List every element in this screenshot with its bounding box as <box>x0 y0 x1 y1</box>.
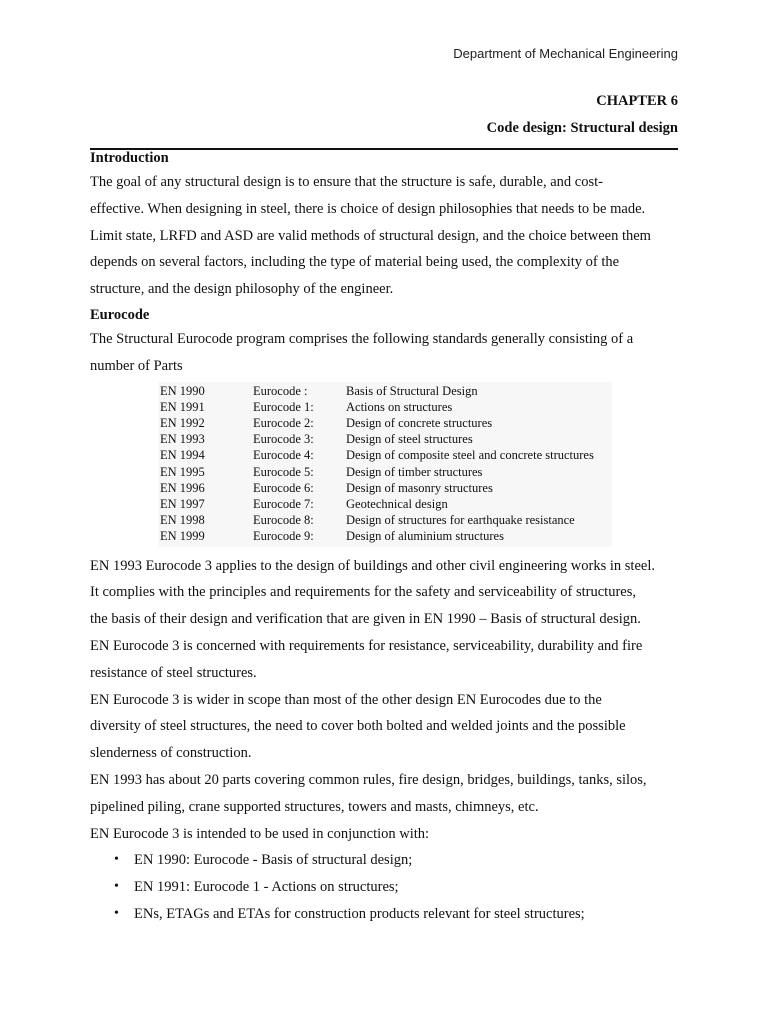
body-line: slenderness of construction. <box>90 745 252 762</box>
list-item-text: EN 1991: Eurocode 1 - Actions on structures; <box>134 879 399 896</box>
chapter-heading-block <box>487 92 678 137</box>
table-cell-code: Eurocode 8: <box>253 513 314 528</box>
table-row <box>160 415 594 431</box>
table-cell-code: Eurocode 1: <box>253 399 314 414</box>
list-item <box>90 847 690 874</box>
bullet-icon: • <box>114 852 119 868</box>
body-line: EN Eurocode 3 is wider in scope than most of the other design EN Eurocodes due to the <box>90 691 602 708</box>
table-cell-en: EN 1992 <box>160 415 205 430</box>
table-row <box>160 528 594 544</box>
table-cell-en: EN 1998 <box>160 513 205 528</box>
table-row <box>160 464 594 480</box>
table-cell-en: EN 1995 <box>160 464 205 479</box>
body-line: It complies with the principles and requirements for the safety and serviceability of structures, <box>90 584 636 601</box>
intro-line: depends on several factors, including the type of material being used, the complexity of the <box>90 254 620 271</box>
body-line: EN Eurocode 3 is intended to be used in conjunction with: <box>90 825 430 842</box>
table-row <box>160 399 594 415</box>
body-line: resistance of steel structures. <box>90 664 257 681</box>
table-cell-code: Eurocode : <box>253 383 308 398</box>
intro-line: effective. When designing in steel, there is choice of design philosophies that needs to be made. <box>90 200 646 217</box>
table-cell-en: EN 1990 <box>160 383 205 398</box>
table-cell-code: Eurocode 2: <box>253 415 314 430</box>
body-line: pipelined piling, crane supported structures, towers and masts, chimneys, etc. <box>90 798 539 815</box>
section-heading-eurocode: Eurocode <box>90 306 150 323</box>
table-cell-title: Design of concrete structures <box>346 415 493 430</box>
eurocode-intro-line: The Structural Eurocode program comprises the following standards generally consisting of a <box>90 330 634 347</box>
table-cell-title: Actions on structures <box>346 399 453 414</box>
list-item <box>90 901 690 928</box>
table-cell-title: Basis of Structural Design <box>346 383 478 398</box>
table-cell-en: EN 1997 <box>160 497 205 511</box>
bullet-icon: • <box>114 905 119 921</box>
section-heading-introduction: Introduction <box>90 150 169 166</box>
table-cell-code: Eurocode 6: <box>253 480 314 495</box>
table-cell-code: Eurocode 5: <box>253 464 314 479</box>
intro-line: Limit state, LRFD and ASD are valid methods of structural design, and the choice between them <box>90 227 651 244</box>
table-cell-en: EN 1991 <box>160 399 205 414</box>
table-row <box>160 447 594 463</box>
department-header: Department of Mechanical Engineering <box>453 46 678 61</box>
table-cell-en: EN 1996 <box>160 480 205 495</box>
list-item-text: ENs, ETAGs and ETAs for construction products relevant for steel structures; <box>134 905 585 922</box>
body-line: EN 1993 Eurocode 3 applies to the design of buildings and other civil engineering works in steel. <box>90 557 655 574</box>
body-line: EN 1993 has about 20 parts covering common rules, fire design, bridges, buildings, tanks, silos, <box>90 771 647 788</box>
table-cell-code: Eurocode 4: <box>253 448 314 463</box>
main-content <box>90 150 690 928</box>
eurocode-table-image <box>158 382 612 547</box>
eurocode-intro-line: number of Parts <box>90 357 183 374</box>
chapter-title: Code design: Structural design <box>486 120 678 136</box>
table-cell-en: EN 1994 <box>160 448 205 463</box>
table-cell-code: Eurocode 9: <box>253 529 314 544</box>
table-cell-title: Design of timber structures <box>346 464 483 479</box>
table-cell-code: Eurocode 7: <box>253 497 314 511</box>
table-cell-title: Geotechnical design <box>346 497 448 511</box>
table-row <box>160 431 594 447</box>
intro-line: structure, and the design philosophy of the engineer. <box>90 281 394 298</box>
body-line: the basis of their design and verification that are given in EN 1990 – Basis of structural design. <box>90 611 641 628</box>
eurocode-table <box>160 383 594 545</box>
table-cell-title: Design of aluminium structures <box>346 529 504 544</box>
list-item-text: EN 1990: Eurocode - Basis of structural design; <box>134 852 413 869</box>
body-line: EN Eurocode 3 is concerned with requirements for resistance, serviceability, durability and fire <box>90 638 643 654</box>
table-cell-title: Design of structures for earthquake resistance <box>346 513 575 528</box>
table-row <box>160 480 594 496</box>
table-cell-title: Design of masonry structures <box>346 480 493 495</box>
bullet-list <box>90 847 690 927</box>
table-cell-title: Design of steel structures <box>346 432 473 447</box>
table-cell-title: Design of composite steel and concrete structures <box>346 448 594 463</box>
table-row <box>160 512 594 528</box>
table-cell-code: Eurocode 3: <box>253 432 314 447</box>
table-cell-en: EN 1999 <box>160 529 205 544</box>
table-cell-en: EN 1993 <box>160 432 205 447</box>
chapter-number: CHAPTER 6 <box>596 93 678 109</box>
intro-line: The goal of any structural design is to ensure that the structure is safe, durable, and cost- <box>90 174 603 190</box>
table-row <box>160 496 594 512</box>
table-row <box>160 383 594 399</box>
body-line: diversity of steel structures, the need to cover both bolted and welded joints and the possible <box>90 718 626 735</box>
bullet-icon: • <box>114 879 119 895</box>
list-item <box>90 874 690 901</box>
